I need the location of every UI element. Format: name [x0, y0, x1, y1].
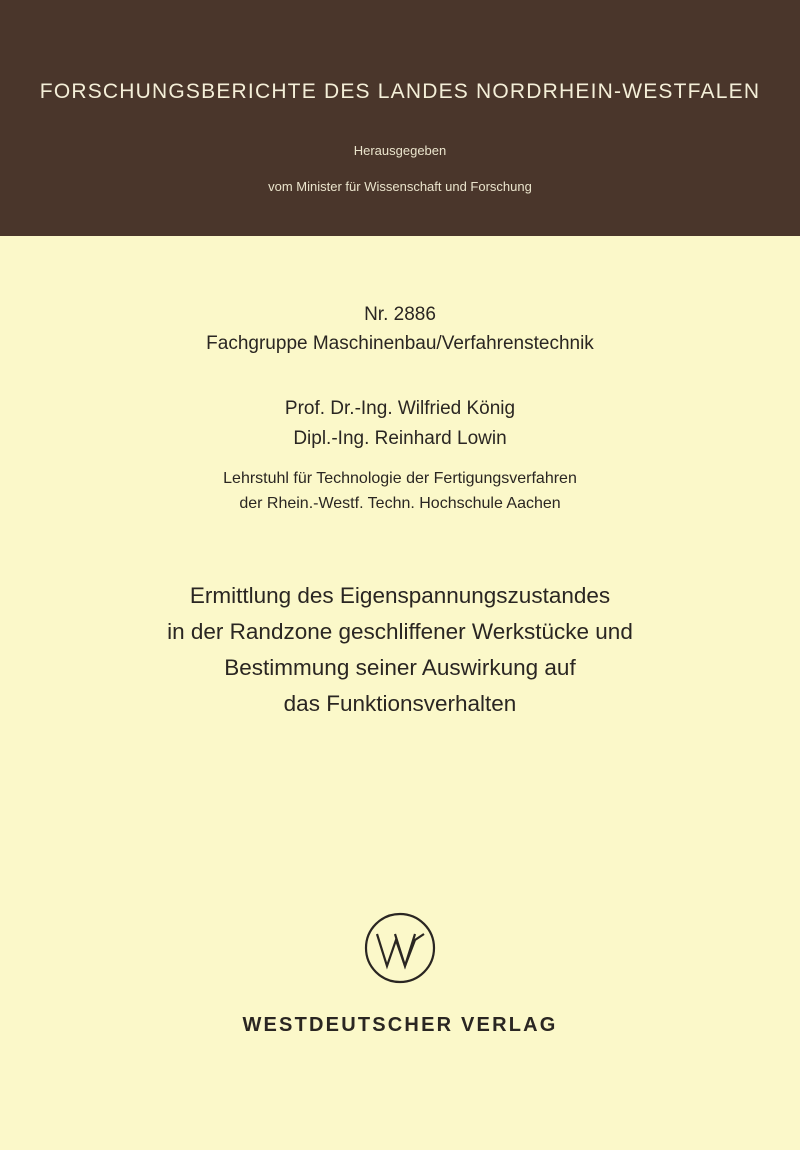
institution-line-2: der Rhein.-Westf. Techn. Hochschule Aachen: [239, 495, 561, 512]
title-line-2: in der Randzone geschliffener Werkstücke und: [167, 619, 633, 644]
series-title: FORSCHUNGSBERICHTE DES LANDES NORDRHEIN-WESTFALEN: [39, 80, 761, 103]
editor-label: Herausgegeben: [353, 143, 447, 158]
cover-header-band: [0, 0, 800, 236]
wv-logo-icon: [362, 910, 438, 986]
editor-name: vom Minister für Wissenschaft und Forschung: [268, 179, 532, 194]
report-title: [0, 578, 800, 722]
author-2: Dipl.-Ing. Reinhard Lowin: [293, 428, 507, 449]
title-line-4: das Funktionsverhalten: [283, 691, 517, 716]
institution-line-1: Lehrstuhl für Technologie der Fertigungsverfahren: [223, 470, 577, 487]
author-1: Prof. Dr.-Ing. Wilfried König: [284, 398, 516, 419]
report-number: Nr. 2886: [364, 304, 436, 325]
fachgruppe: Fachgruppe Maschinenbau/Verfahrenstechnik: [206, 333, 594, 354]
publisher-name: WESTDEUTSCHER VERLAG: [242, 1014, 558, 1036]
title-line-1: Ermittlung des Eigenspannungszustandes: [189, 583, 611, 608]
title-line-3: Bestimmung seiner Auswirkung auf: [224, 655, 576, 680]
